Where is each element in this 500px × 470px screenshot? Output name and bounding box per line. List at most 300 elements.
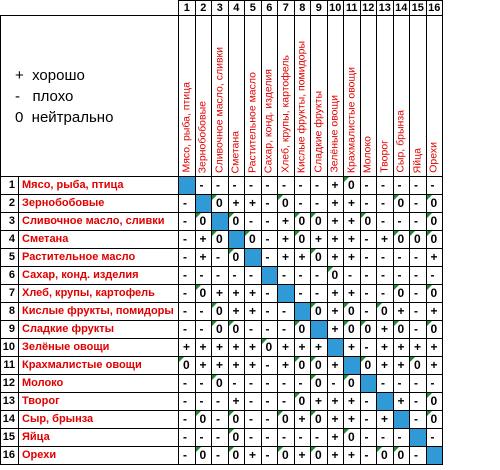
compatibility-cell: -	[261, 429, 278, 447]
compatibility-cell: -	[360, 249, 377, 267]
column-header	[212, 16, 229, 177]
compatibility-cell: -	[426, 429, 443, 447]
column-header-label: Зелёные овощи	[328, 95, 341, 173]
compatibility-cell: 0	[426, 321, 443, 339]
compatibility-cell: -	[179, 393, 196, 411]
compatibility-cell: -	[311, 267, 328, 285]
row-number: 3	[1, 213, 19, 231]
diagonal-cell	[360, 375, 377, 393]
table-row	[1, 303, 443, 321]
column-header	[410, 16, 427, 177]
compatibility-cell: +	[228, 357, 245, 375]
column-header-label: Молоко	[361, 135, 374, 173]
compatibility-cell: 0	[195, 213, 212, 231]
compatibility-cell: 0	[228, 213, 245, 231]
compatibility-cell: -	[377, 267, 394, 285]
compatibility-cell: +	[344, 447, 361, 465]
compatibility-cell: 0	[426, 213, 443, 231]
table-row	[1, 447, 443, 465]
compatibility-cell: +	[278, 213, 295, 231]
row-label: Хлеб, крупы, картофель	[19, 285, 179, 303]
compatibility-cell: +	[327, 285, 344, 303]
diagonal-cell	[410, 429, 427, 447]
compatibility-cell: 0	[228, 429, 245, 447]
compatibility-cell: +	[311, 339, 328, 357]
column-header	[294, 16, 311, 177]
compatibility-cell: +	[228, 339, 245, 357]
compatibility-cell: -	[195, 375, 212, 393]
compatibility-cell: 0	[212, 375, 229, 393]
row-label: Яйца	[19, 429, 179, 447]
column-header	[377, 16, 394, 177]
compatibility-cell: -	[195, 429, 212, 447]
compatibility-cell: 0	[212, 195, 229, 213]
compatibility-cell: +	[294, 411, 311, 429]
column-header-label: Орехи	[427, 142, 440, 173]
column-header-label: Сметана	[229, 130, 242, 173]
column-header	[195, 16, 212, 177]
compatibility-cell: -	[245, 321, 262, 339]
compatibility-cell: -	[179, 429, 196, 447]
compatibility-cell: -	[261, 213, 278, 231]
compatibility-cell: 0	[426, 231, 443, 249]
column-header	[393, 16, 410, 177]
compatibility-cell: -	[393, 177, 410, 195]
compatibility-cell: -	[245, 429, 262, 447]
compatibility-cell: -	[179, 447, 196, 465]
table-row	[1, 195, 443, 213]
row-label: Мясо, рыба, птица	[19, 177, 179, 195]
table-row	[1, 393, 443, 411]
compatibility-cell: +	[344, 195, 361, 213]
column-header-label: Растительное масло	[246, 72, 259, 173]
compatibility-cell: +	[294, 447, 311, 465]
compatibility-cell: +	[327, 321, 344, 339]
compatibility-cell: -	[228, 177, 245, 195]
compatibility-cell: -	[410, 375, 427, 393]
compatibility-cell: +	[212, 357, 229, 375]
compatibility-cell: -	[360, 411, 377, 429]
compatibility-cell: -	[212, 429, 229, 447]
diagonal-cell	[212, 213, 229, 231]
compatibility-cell: +	[344, 393, 361, 411]
compatibility-cell: 0	[278, 195, 295, 213]
compatibility-cell: +	[426, 357, 443, 375]
compatibility-cell: +	[245, 447, 262, 465]
column-header-label: Зернобобовые	[196, 100, 209, 173]
compatibility-cell: +	[344, 213, 361, 231]
diagonal-cell	[344, 357, 361, 375]
column-number: 3	[212, 1, 229, 16]
row-number: 16	[1, 447, 19, 465]
compatibility-cell: -	[228, 375, 245, 393]
column-number: 16	[426, 1, 443, 16]
legend-neutral: 0 нейтрально	[15, 108, 114, 126]
column-header	[228, 16, 245, 177]
compatibility-cell: +	[393, 393, 410, 411]
compatibility-cell: -	[261, 321, 278, 339]
column-header	[344, 16, 361, 177]
compatibility-cell: 0	[228, 249, 245, 267]
compatibility-cell: 0	[278, 447, 295, 465]
compatibility-cell: +	[195, 357, 212, 375]
compatibility-cell: -	[261, 285, 278, 303]
column-number: 4	[228, 1, 245, 16]
compatibility-cell: 0	[278, 411, 295, 429]
diagonal-cell	[228, 231, 245, 249]
compatibility-cell: -	[377, 249, 394, 267]
row-number: 8	[1, 303, 19, 321]
compatibility-cell: +	[426, 249, 443, 267]
table-row	[1, 177, 443, 195]
compatibility-cell: +	[393, 357, 410, 375]
diagonal-cell	[377, 393, 394, 411]
compatibility-cell: +	[344, 411, 361, 429]
compatibility-cell: -	[360, 231, 377, 249]
compatibility-cell: -	[393, 249, 410, 267]
compatibility-cell: +	[179, 339, 196, 357]
row-label: Сметана	[19, 231, 179, 249]
column-number: 12	[360, 1, 377, 16]
compatibility-cell: -	[278, 303, 295, 321]
row-label: Молоко	[19, 375, 179, 393]
compatibility-cell: -	[195, 321, 212, 339]
compatibility-cell: 0	[410, 357, 427, 375]
compatibility-cell: +	[228, 303, 245, 321]
compatibility-cell: +	[377, 339, 394, 357]
compatibility-cell: -	[261, 447, 278, 465]
compatibility-cell: 0	[344, 303, 361, 321]
compatibility-cell: 0	[311, 447, 328, 465]
row-number: 15	[1, 429, 19, 447]
diagonal-cell	[294, 303, 311, 321]
compatibility-cell: +	[327, 429, 344, 447]
compatibility-cell: -	[212, 177, 229, 195]
column-header	[179, 16, 196, 177]
compatibility-cell: +	[228, 285, 245, 303]
column-number: 9	[311, 1, 328, 16]
compatibility-cell: -	[410, 393, 427, 411]
compatibility-cell: +	[344, 285, 361, 303]
compatibility-cell: -	[195, 303, 212, 321]
compatibility-cell: +	[344, 249, 361, 267]
compatibility-cell: -	[261, 375, 278, 393]
compatibility-cell: 0	[344, 375, 361, 393]
compatibility-cell: 0	[245, 231, 262, 249]
compatibility-cell: +	[393, 339, 410, 357]
compatibility-cell: -	[195, 177, 212, 195]
row-number: 7	[1, 285, 19, 303]
compatibility-cell: 0	[377, 447, 394, 465]
row-label: Растительное масло	[19, 249, 179, 267]
compatibility-cell: -	[245, 267, 262, 285]
compatibility-cell: -	[344, 267, 361, 285]
table-row	[1, 375, 443, 393]
compatibility-cell: +	[327, 393, 344, 411]
compatibility-cell: -	[377, 177, 394, 195]
row-label: Сыр, брынза	[19, 411, 179, 429]
row-label: Крахмалистые овощи	[19, 357, 179, 375]
compatibility-cell: -	[360, 267, 377, 285]
diagonal-cell	[278, 285, 295, 303]
compatibility-cell: -	[195, 267, 212, 285]
compatibility-cell: -	[294, 177, 311, 195]
compatibility-cell: +	[228, 393, 245, 411]
column-header-label: Яйца	[411, 147, 424, 173]
compatibility-cell: 0	[393, 447, 410, 465]
compatibility-cell: -	[261, 303, 278, 321]
compatibility-cell: +	[377, 357, 394, 375]
compatibility-cell: -	[393, 375, 410, 393]
compatibility-cell: 0	[377, 303, 394, 321]
compatibility-cell: +	[426, 303, 443, 321]
column-number: 5	[245, 1, 262, 16]
compatibility-cell: -	[261, 393, 278, 411]
diagonal-cell	[393, 411, 410, 429]
compatibility-cell: +	[278, 249, 295, 267]
compatibility-cell: -	[294, 285, 311, 303]
compatibility-cell: 0	[311, 213, 328, 231]
compatibility-cell: 0	[344, 429, 361, 447]
compatibility-cell: -	[311, 429, 328, 447]
row-number: 5	[1, 249, 19, 267]
compatibility-cell: -	[179, 249, 196, 267]
table-row	[1, 213, 443, 231]
compatibility-cell: -	[261, 411, 278, 429]
legend-bad: - плохо	[15, 87, 74, 105]
compatibility-cell: +	[327, 357, 344, 375]
compatibility-cell: 0	[344, 177, 361, 195]
compatibility-cell: 0	[294, 231, 311, 249]
compatibility-cell: -	[311, 195, 328, 213]
compatibility-cell: -	[377, 375, 394, 393]
compatibility-cell: +	[245, 195, 262, 213]
compatibility-cell: +	[212, 339, 229, 357]
compatibility-cell: -	[245, 411, 262, 429]
compatibility-cell: 0	[195, 447, 212, 465]
column-number: 8	[294, 1, 311, 16]
compatibility-cell: -	[377, 213, 394, 231]
compatibility-cell: -	[410, 285, 427, 303]
compatibility-cell: 0	[212, 303, 229, 321]
compatibility-cell: -	[278, 177, 295, 195]
column-header	[327, 16, 344, 177]
compatibility-cell: +	[212, 285, 229, 303]
compatibility-cell: -	[212, 447, 229, 465]
compatibility-cell: -	[426, 177, 443, 195]
diagonal-cell	[195, 195, 212, 213]
legend	[1, 16, 179, 177]
diagonal-cell	[426, 447, 443, 465]
column-header-label: Мясо, рыба, птица	[180, 82, 193, 173]
compatibility-cell: -	[245, 177, 262, 195]
compatibility-cell: +	[245, 357, 262, 375]
compatibility-cell: 0	[212, 321, 229, 339]
compatibility-cell: -	[360, 285, 377, 303]
row-label: Зелёные овощи	[19, 339, 179, 357]
compatibility-cell: +	[195, 231, 212, 249]
compatibility-cell: 0	[228, 447, 245, 465]
compatibility-cell: 0	[294, 357, 311, 375]
compatibility-cell: -	[179, 303, 196, 321]
table-row	[1, 321, 443, 339]
compatibility-cell: 0	[426, 393, 443, 411]
compatibility-cell: -	[410, 411, 427, 429]
table-row	[1, 429, 443, 447]
compatibility-cell: -	[410, 303, 427, 321]
compatibility-cell: +	[377, 321, 394, 339]
compatibility-cell: -	[360, 429, 377, 447]
row-number: 10	[1, 339, 19, 357]
compatibility-cell: 0	[212, 231, 229, 249]
column-number: 6	[261, 1, 278, 16]
compatibility-cell: -	[393, 429, 410, 447]
compatibility-cell: +	[327, 303, 344, 321]
compatibility-cell: 0	[393, 231, 410, 249]
compatibility-cell: +	[245, 285, 262, 303]
compatibility-cell: -	[278, 429, 295, 447]
compatibility-cell: -	[212, 411, 229, 429]
compatibility-cell: 0	[360, 213, 377, 231]
column-header-label: Сливочное масло, сливки	[213, 46, 226, 173]
compatibility-cell: -	[261, 249, 278, 267]
compatibility-cell: +	[344, 231, 361, 249]
compatibility-cell: +	[377, 411, 394, 429]
compatibility-cell: 0	[261, 339, 278, 357]
column-header-label: Сладкие фрукты	[312, 91, 325, 173]
compatibility-cell: +	[195, 339, 212, 357]
compatibility-cell: -	[179, 195, 196, 213]
row-label: Зернобобовые	[19, 195, 179, 213]
compatibility-cell: -	[410, 267, 427, 285]
compatibility-cell: +	[327, 231, 344, 249]
compatibility-cell: -	[179, 375, 196, 393]
table-row	[1, 339, 443, 357]
column-header	[245, 16, 262, 177]
column-header-label: Крахмалистые овощи	[345, 66, 358, 173]
compatibility-cell: -	[212, 267, 229, 285]
diagonal-cell	[311, 321, 328, 339]
compatibility-cell: -	[278, 393, 295, 411]
compatibility-cell: -	[410, 195, 427, 213]
compatibility-cell: -	[327, 375, 344, 393]
compatibility-cell: -	[377, 429, 394, 447]
compatibility-cell: -	[245, 375, 262, 393]
compatibility-cell: 0	[360, 321, 377, 339]
compatibility-cell: +	[278, 231, 295, 249]
compatibility-cell: -	[410, 321, 427, 339]
compatibility-cell: +	[195, 249, 212, 267]
compatibility-cell: +	[410, 339, 427, 357]
compatibility-cell: -	[377, 195, 394, 213]
compatibility-cell: +	[393, 303, 410, 321]
row-label: Сахар, конд. изделия	[19, 267, 179, 285]
column-number: 13	[377, 1, 394, 16]
compatibility-cell: +	[377, 231, 394, 249]
compatibility-cell: +	[344, 339, 361, 357]
column-number: 7	[278, 1, 295, 16]
table-row	[1, 285, 443, 303]
compatibility-cell: +	[228, 195, 245, 213]
compatibility-cell: +	[294, 339, 311, 357]
column-header-label: Кислые фрукты, помидоры	[295, 40, 308, 173]
compatibility-cell: -	[261, 357, 278, 375]
compatibility-cell: 0	[311, 411, 328, 429]
compatibility-cell: -	[360, 195, 377, 213]
compatibility-cell: 0	[228, 321, 245, 339]
row-label: Сливочное масло, сливки	[19, 213, 179, 231]
compatibility-cell: +	[245, 303, 262, 321]
compatibility-cell: 0	[195, 285, 212, 303]
row-label: Кислые фрукты, помидоры	[19, 303, 179, 321]
row-number: 1	[1, 177, 19, 195]
compatibility-cell: +	[426, 339, 443, 357]
compatibility-cell: +	[327, 249, 344, 267]
diagonal-cell	[327, 339, 344, 357]
compatibility-cell: +	[278, 339, 295, 357]
compatibility-cell: 0	[228, 411, 245, 429]
compatibility-cell: +	[327, 213, 344, 231]
compatibility-cell: -	[278, 321, 295, 339]
table-row	[1, 231, 443, 249]
compatibility-cell: 0	[294, 321, 311, 339]
compatibility-cell: 0	[311, 375, 328, 393]
compatibility-cell: -	[278, 375, 295, 393]
compatibility-cell: -	[179, 321, 196, 339]
table-row	[1, 411, 443, 429]
row-number: 13	[1, 393, 19, 411]
compatibility-cell: 0	[426, 285, 443, 303]
compatibility-cell: -	[410, 447, 427, 465]
compatibility-cell: -	[228, 267, 245, 285]
compatibility-cell: 0	[344, 321, 361, 339]
row-number: 2	[1, 195, 19, 213]
column-header	[311, 16, 328, 177]
column-number: 11	[344, 1, 361, 16]
compatibility-cell: -	[245, 213, 262, 231]
compatibility-cell: 0	[327, 267, 344, 285]
compatibility-cell: +	[327, 177, 344, 195]
compatibility-cell: -	[179, 285, 196, 303]
column-number: 10	[327, 1, 344, 16]
compatibility-cell: 0	[426, 195, 443, 213]
compatibility-cell: 0	[360, 357, 377, 375]
compatibility-cell: -	[179, 267, 196, 285]
compatibility-cell: 0	[294, 213, 311, 231]
compatibility-cell: -	[426, 267, 443, 285]
compatibility-cell: -	[410, 249, 427, 267]
compatibility-cell: -	[294, 267, 311, 285]
compatibility-cell: 0	[393, 195, 410, 213]
column-number: 1	[179, 1, 196, 16]
column-header	[278, 16, 295, 177]
compatibility-cell: -	[311, 285, 328, 303]
compatibility-cell: +	[311, 393, 328, 411]
row-label: Сладкие фрукты	[19, 321, 179, 339]
compatibility-cell: 0	[311, 303, 328, 321]
column-header-label: Сахар, конд. изделия	[262, 68, 275, 173]
row-number: 12	[1, 375, 19, 393]
compatibility-cell: -	[261, 195, 278, 213]
compatibility-cell: -	[294, 429, 311, 447]
compatibility-cell: 0	[311, 357, 328, 375]
compatibility-cell: -	[245, 393, 262, 411]
compatibility-cell: -	[179, 411, 196, 429]
compatibility-cell: -	[294, 375, 311, 393]
legend-good: + хорошо	[15, 66, 85, 84]
column-header-label: Хлеб, крупы, картофель	[279, 55, 292, 173]
compatibility-cell: -	[278, 267, 295, 285]
